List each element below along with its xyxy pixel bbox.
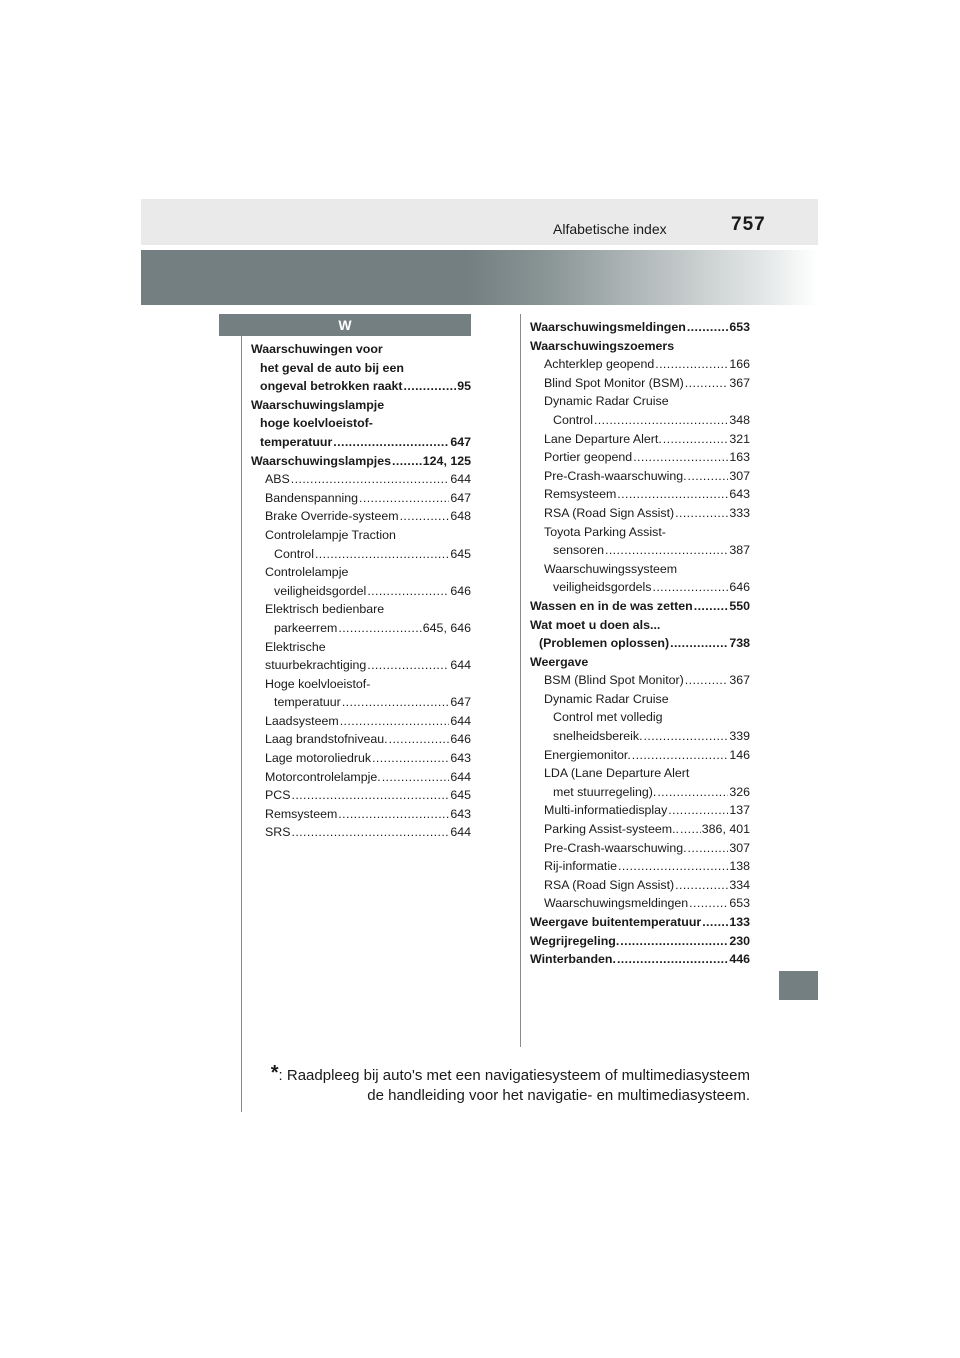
index-entry [251, 545, 471, 564]
page-reference: 647 [450, 490, 471, 505]
dot-leader [617, 485, 728, 504]
index-entry [251, 619, 471, 638]
index-term: Achterklep geopend [544, 357, 655, 372]
index-entry [530, 318, 750, 337]
index-entry [251, 433, 471, 452]
index-column-left [251, 340, 471, 842]
index-term: Energiemonitor. [544, 747, 631, 762]
index-entry [530, 597, 750, 616]
index-term: Dynamic Radar Cruise [544, 691, 669, 706]
dot-leader [382, 768, 450, 787]
index-term: Lage motoroliedruk [265, 751, 372, 766]
index-entry [530, 560, 750, 579]
page-reference: 645 [450, 546, 471, 561]
page-reference: 644 [450, 658, 471, 673]
dot-leader [653, 578, 729, 597]
index-entry [530, 690, 750, 709]
index-term: Dynamic Radar Cruise [544, 394, 669, 409]
dot-leader [618, 857, 728, 876]
dot-leader [702, 913, 728, 932]
page-reference: 307 [729, 840, 750, 855]
index-term: Laadsysteem [265, 713, 339, 728]
index-entry [530, 337, 750, 356]
dot-leader [342, 693, 450, 712]
dot-leader [687, 318, 728, 337]
index-entry [251, 638, 471, 657]
index-term: het geval de auto bij een [260, 360, 404, 375]
index-entry [530, 671, 750, 690]
index-entry [251, 470, 471, 489]
index-term: LDA (Lane Departure Alert [544, 766, 690, 781]
index-entry [251, 712, 471, 731]
index-entry [530, 634, 750, 653]
index-term: (Problemen oplossen) [539, 636, 670, 651]
dot-leader [657, 783, 728, 802]
index-entry [530, 355, 750, 374]
index-term: Wassen en in de was zetten [530, 598, 693, 613]
page-reference: 643 [450, 806, 471, 821]
page-reference: 644 [450, 769, 471, 784]
column-divider [520, 314, 521, 1047]
dot-leader [675, 504, 728, 523]
dot-leader [400, 507, 450, 526]
footnote-line-1 [250, 1063, 750, 1086]
index-term: Waarschuwingssysteem [544, 561, 678, 576]
dot-leader [605, 541, 728, 560]
index-term: stuurbekrachtiging [265, 658, 367, 673]
page-reference: 166 [729, 357, 750, 372]
index-entry [530, 448, 750, 467]
page-reference: 348 [729, 412, 750, 427]
dot-leader [685, 374, 729, 393]
index-entry [530, 876, 750, 895]
section-banner [141, 250, 818, 305]
index-entry [530, 894, 750, 913]
index-entry [530, 950, 750, 969]
index-term: Lane Departure Alert. [544, 431, 662, 446]
index-term: Weergave buitentemperatuur [530, 915, 702, 929]
index-entry [530, 764, 750, 783]
index-term: RSA (Road Sign Assist) [544, 877, 675, 892]
index-term: Parking Assist-systeem.. [544, 822, 679, 837]
dot-leader [359, 489, 449, 508]
index-entry [530, 913, 750, 932]
page-reference: 367 [729, 673, 750, 688]
page-reference: 321 [729, 431, 750, 446]
index-term: Elektrische [265, 639, 326, 654]
index-term: met stuurregeling). [553, 784, 657, 799]
dot-leader [340, 712, 450, 731]
index-entry [530, 783, 750, 802]
page-reference: 653 [729, 320, 750, 334]
index-entry [251, 414, 471, 433]
index-term: Weergave [530, 654, 589, 669]
index-term: Elektrisch bedienbare [265, 602, 385, 617]
dot-leader [663, 430, 729, 449]
index-entry [251, 340, 471, 359]
index-entry [251, 786, 471, 805]
page-reference: 307 [729, 468, 750, 483]
index-term: temperatuur [260, 434, 333, 449]
page-reference: 334 [729, 877, 750, 892]
index-term: Control met volledig [553, 710, 663, 725]
dot-leader [389, 730, 450, 749]
index-term: Remsysteem [265, 806, 338, 821]
chapter-thumb-tab [779, 971, 818, 1000]
index-term: Wegrijregeling. [530, 933, 620, 948]
index-entry [251, 730, 471, 749]
page-reference: 644 [450, 472, 471, 487]
index-entry [251, 823, 471, 842]
dot-leader [338, 805, 449, 824]
dot-leader [633, 448, 728, 467]
dot-leader [617, 950, 728, 969]
index-entry [530, 708, 750, 727]
dot-leader [404, 377, 457, 396]
index-entry [251, 489, 471, 508]
index-term: Rij-informatie [544, 859, 617, 874]
left-column-rule [241, 326, 242, 1112]
dot-leader [315, 545, 449, 564]
dot-leader [291, 470, 450, 489]
index-term: Waarschuwingsmeldingen [530, 320, 686, 334]
page-reference: 550 [729, 598, 750, 613]
footnote-text-1: : Raadpleeg bij auto's met een navigatiesysteem of multimediasysteem [278, 1067, 750, 1084]
dot-leader [655, 355, 728, 374]
page-reference: 124, 125 [422, 453, 471, 468]
dot-leader [632, 746, 729, 765]
page-reference: 333 [729, 505, 750, 520]
index-term: veiligheidsgordel [274, 583, 367, 598]
page-reference: 133 [729, 915, 750, 929]
index-term: Winterbanden. [530, 952, 616, 967]
page-reference: 645, 646 [422, 620, 471, 635]
page-reference: 446 [729, 952, 750, 967]
footnote-line-2: de handleiding voor het navigatie- en multimediasysteem. [367, 1087, 750, 1104]
index-entry [530, 727, 750, 746]
page-reference: 326 [729, 784, 750, 799]
footnote [250, 1063, 750, 1106]
index-term: Pre-Crash-waarschuwing. [544, 840, 687, 855]
index-entry [530, 485, 750, 504]
index-entry [251, 656, 471, 675]
index-entry [530, 523, 750, 542]
index-entry [251, 377, 471, 396]
index-term: parkeerrem [274, 620, 338, 635]
index-term: PCS [265, 788, 291, 803]
page-reference: 386, 401 [701, 822, 750, 837]
index-term: temperatuur [274, 695, 341, 710]
dot-leader [291, 786, 449, 805]
index-term: Remsysteem [544, 487, 617, 502]
index-entry [530, 430, 750, 449]
index-entry [530, 467, 750, 486]
page-reference: 367 [729, 375, 750, 390]
index-term: Control [553, 412, 593, 427]
index-term: Waarschuwingslampje [251, 397, 385, 412]
index-entry [251, 582, 471, 601]
dot-leader [694, 597, 729, 616]
page-reference: 643 [450, 751, 471, 766]
index-term: veiligheidsgordels [553, 580, 652, 595]
dot-leader [291, 823, 449, 842]
index-entry [251, 693, 471, 712]
page-number: 757 [731, 214, 766, 235]
dot-leader [670, 634, 728, 653]
page-reference: 653 [729, 896, 750, 911]
page-reference: 230 [729, 933, 750, 948]
index-term: snelheidsbereik. [553, 729, 643, 744]
dot-leader [338, 619, 421, 638]
index-term: Blind Spot Monitor (BSM) [544, 375, 684, 390]
dot-leader [689, 894, 728, 913]
index-entry [530, 653, 750, 672]
page-reference: 137 [729, 803, 750, 818]
index-term: Waarschuwingszoemers [530, 338, 675, 353]
index-term: RSA (Road Sign Assist) [544, 505, 675, 520]
header-bar [141, 199, 818, 245]
index-term: Controlelampje [265, 565, 349, 580]
dot-leader [644, 727, 729, 746]
dot-leader [333, 433, 449, 452]
index-entry [251, 359, 471, 378]
index-term: Wat moet u doen als... [530, 617, 661, 632]
header-title: Alfabetische index [553, 221, 667, 237]
dot-leader [688, 467, 729, 486]
index-term: Waarschuwingen voor [251, 342, 383, 356]
page-reference: 644 [450, 825, 471, 840]
index-entry [251, 507, 471, 526]
index-term: Toyota Parking Assist- [544, 524, 666, 539]
dot-leader [372, 749, 449, 768]
index-entry [530, 411, 750, 430]
index-term: Hoge koelvloeistof- [265, 676, 371, 691]
index-entry [530, 578, 750, 597]
page-reference: 387 [729, 543, 750, 558]
index-entry [530, 932, 750, 951]
dot-leader [367, 582, 449, 601]
page-reference: 648 [450, 509, 471, 524]
index-entry [251, 600, 471, 619]
index-entry [530, 392, 750, 411]
index-entry [530, 857, 750, 876]
page-reference: 647 [450, 434, 471, 449]
index-term: Laag brandstofniveau. [265, 732, 388, 747]
index-entry [251, 396, 471, 415]
index-term: Control [274, 546, 314, 561]
index-term: Pre-Crash-waarschuwing. [544, 468, 687, 483]
page-reference: 644 [450, 713, 471, 728]
index-term: Bandenspanning [265, 490, 359, 505]
index-entry [251, 563, 471, 582]
index-term: BSM (Blind Spot Monitor) [544, 673, 684, 688]
page-reference: 643 [729, 487, 750, 502]
dot-leader [685, 671, 729, 690]
page-reference: 646 [450, 732, 471, 747]
index-entry [530, 801, 750, 820]
index-entry [251, 749, 471, 768]
page-reference: 645 [450, 788, 471, 803]
dot-leader [620, 932, 728, 951]
index-entry [530, 820, 750, 839]
index-entry [251, 675, 471, 694]
index-term: Waarschuwingsmeldingen [544, 896, 689, 911]
index-column-right [530, 318, 750, 969]
page-reference: 646 [729, 580, 750, 595]
index-term: Motorcontrolelampje. [265, 769, 381, 784]
index-term: ABS [265, 472, 290, 487]
index-term: Portier geopend [544, 450, 633, 465]
page-reference: 163 [729, 450, 750, 465]
index-term: sensoren [553, 543, 604, 558]
index-term: SRS [265, 825, 291, 840]
dot-leader [680, 820, 701, 839]
index-term: Waarschuwingslampjes [251, 453, 392, 468]
page-reference: 138 [729, 859, 750, 874]
dot-leader [392, 452, 422, 471]
dot-leader [675, 876, 728, 895]
index-entry [530, 504, 750, 523]
dot-leader [367, 656, 449, 675]
dot-leader [688, 839, 729, 858]
index-term: ongeval betrokken raakt [260, 379, 403, 394]
index-entry [251, 768, 471, 787]
index-entry [530, 616, 750, 635]
index-entry [530, 839, 750, 858]
page-reference: 646 [450, 583, 471, 598]
index-entry [530, 374, 750, 393]
page-reference: 146 [729, 747, 750, 762]
page-reference: 647 [450, 695, 471, 710]
index-entry [251, 805, 471, 824]
dot-leader [594, 411, 728, 430]
page-reference: 738 [729, 636, 750, 651]
index-entry [530, 746, 750, 765]
index-term: Brake Override-systeem [265, 509, 399, 524]
index-letter-heading: W [219, 314, 471, 336]
page-reference: 95 [457, 379, 471, 394]
index-term: hoge koelvloeistof- [260, 416, 373, 431]
index-entry [251, 526, 471, 545]
footnote-marker: * [270, 1062, 279, 1084]
index-entry [530, 541, 750, 560]
index-term: Multi-informatiedisplay [544, 803, 668, 818]
index-term: Controlelampje Traction [265, 527, 396, 542]
page-reference: 339 [729, 729, 750, 744]
index-entry [251, 452, 471, 471]
dot-leader [668, 801, 728, 820]
